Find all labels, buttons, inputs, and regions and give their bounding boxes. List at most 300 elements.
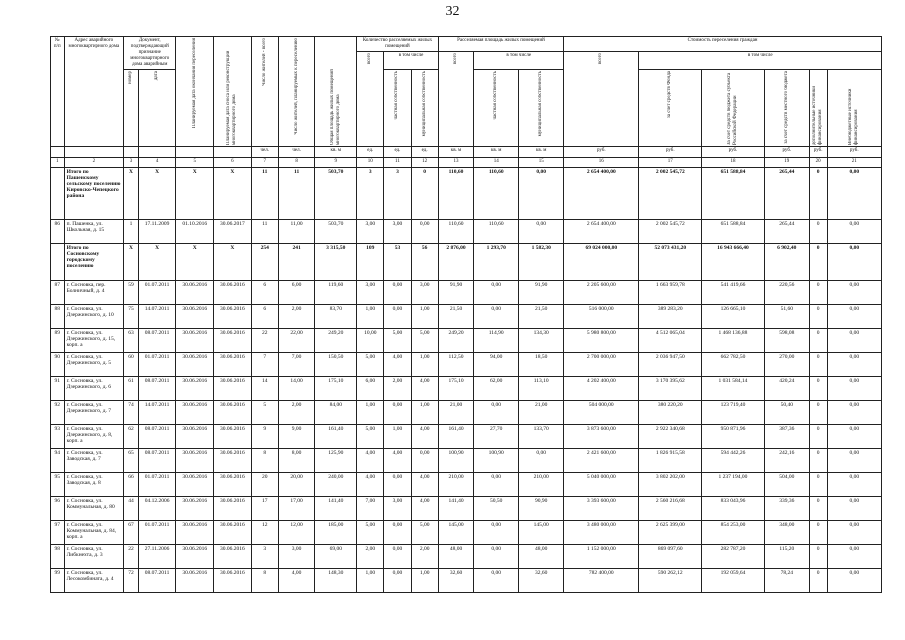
table-cell: 30.06.2016 bbox=[176, 305, 214, 329]
table-cell: 99 bbox=[51, 569, 65, 593]
address-cell: г. Сосновка, ул. Заводская, д. 7 bbox=[64, 449, 124, 473]
table-cell: 380 220,20 bbox=[639, 401, 702, 425]
table-cell: 0,00 bbox=[827, 545, 881, 569]
column-number-cell: 9 bbox=[315, 158, 357, 168]
header-residents-planned: Число жителей, планируемых к переселению bbox=[278, 37, 315, 147]
address-cell: г. Сосновка, ул. Дзержинского, д. 8, корп. а bbox=[64, 425, 124, 449]
table-cell: 2 002 545,72 bbox=[639, 168, 702, 220]
table-cell: 0,00 bbox=[474, 401, 519, 425]
table-cell: 63 bbox=[124, 329, 139, 353]
table-cell: 0,00 bbox=[474, 473, 519, 497]
table-cell: 4,00 bbox=[411, 377, 438, 401]
table-cell: 61 bbox=[124, 377, 139, 401]
table-row bbox=[51, 569, 882, 593]
unit-cell bbox=[51, 147, 65, 158]
table-cell: 387,36 bbox=[764, 425, 809, 449]
table-cell: 01.07.2011 bbox=[138, 281, 176, 305]
table-row bbox=[51, 353, 882, 377]
table-cell: 115,20 bbox=[764, 545, 809, 569]
table-cell: 110,60 bbox=[474, 168, 519, 220]
table-cell: 0 bbox=[809, 473, 827, 497]
units-row bbox=[51, 147, 882, 158]
table-cell: 0,00 bbox=[827, 329, 881, 353]
table-cell: 516 000,00 bbox=[564, 305, 639, 329]
table-cell: 0,00 bbox=[474, 305, 519, 329]
unit-cell: ед. bbox=[384, 147, 411, 158]
table-cell: 6,00 bbox=[278, 281, 315, 305]
table-cell: 598,08 bbox=[764, 329, 809, 353]
table-cell: 30.06.2016 bbox=[214, 353, 252, 377]
table-cell: 8 bbox=[251, 449, 278, 473]
table-cell: 3 315,50 bbox=[315, 244, 357, 281]
table-cell: 3 bbox=[384, 168, 411, 220]
header-doc-date: дата bbox=[138, 70, 176, 147]
table-cell: 51,60 bbox=[764, 305, 809, 329]
header-incl-1: в том числе bbox=[384, 52, 438, 70]
table-cell: 1 663 959,78 bbox=[639, 281, 702, 305]
table-cell: 27.11.2006 bbox=[138, 545, 176, 569]
table-cell: 30.06.2016 bbox=[214, 449, 252, 473]
table-cell: 175,10 bbox=[438, 377, 474, 401]
table-cell: 112,50 bbox=[438, 353, 474, 377]
table-cell: 89 bbox=[51, 329, 65, 353]
table-cell: 4,00 bbox=[357, 449, 384, 473]
table-cell: 0 bbox=[809, 305, 827, 329]
table-cell: 84,00 bbox=[315, 401, 357, 425]
table-cell: 6 bbox=[251, 281, 278, 305]
column-number-cell: 17 bbox=[639, 158, 702, 168]
unit-cell: кв. м bbox=[519, 147, 564, 158]
table-cell: 30.06.2016 bbox=[214, 473, 252, 497]
column-number-cell: 11 bbox=[384, 158, 411, 168]
table-cell: 27,70 bbox=[474, 425, 519, 449]
table-cell: 5 980 800,00 bbox=[564, 329, 639, 353]
table-cell: 0,00 bbox=[827, 305, 881, 329]
table-cell: 01.10.2016 bbox=[176, 220, 214, 244]
table-cell: 69 024 000,00 bbox=[564, 244, 639, 281]
table-cell: 21,50 bbox=[438, 305, 474, 329]
table-cell: 7,00 bbox=[278, 353, 315, 377]
table-cell: 0 bbox=[809, 401, 827, 425]
table-cell: 0 bbox=[809, 569, 827, 593]
table-cell: 1 237 194,00 bbox=[702, 473, 765, 497]
table-cell: 0,00 bbox=[519, 168, 564, 220]
table-cell: 2 560 216,68 bbox=[639, 497, 702, 521]
table-cell: 74 bbox=[124, 401, 139, 425]
header-local: за счет средств местного бюджета bbox=[764, 70, 809, 147]
table-cell: 0,00 bbox=[474, 521, 519, 545]
address-cell: г. Сосновка, ул. Дзержинского, д. 5 bbox=[64, 353, 124, 377]
address-cell: г. Сосновка, ул. Дзержинского, д. 15, корп. а bbox=[64, 329, 124, 353]
header-cost-total: всего bbox=[564, 52, 639, 147]
table-cell: 662 782,50 bbox=[702, 353, 765, 377]
header-fund: за счет средств Фонда bbox=[639, 70, 702, 147]
table-cell: 265,44 bbox=[764, 220, 809, 244]
resettlement-table bbox=[50, 36, 882, 593]
column-number-cell: 5 bbox=[176, 158, 214, 168]
table-cell: 22 bbox=[124, 545, 139, 569]
header-row-1 bbox=[51, 37, 882, 52]
address-cell: г. Сосновка, ул. Лесокомбината, д. 4 bbox=[64, 569, 124, 593]
table-cell: 0,00 bbox=[827, 220, 881, 244]
table-cell: 21,00 bbox=[438, 401, 474, 425]
table-cell: 6 902,40 bbox=[764, 244, 809, 281]
table-cell: 30.06.2016 bbox=[176, 449, 214, 473]
unit-cell: чел. bbox=[278, 147, 315, 158]
header-rooms-area: Расселяемая площадь жилых помещений bbox=[438, 37, 563, 52]
table-cell: 1 bbox=[124, 220, 139, 244]
table-cell: 2 922 340,68 bbox=[639, 425, 702, 449]
table-cell: 0,00 bbox=[827, 377, 881, 401]
table-cell: 2 036 947,50 bbox=[639, 353, 702, 377]
table-cell: 78,24 bbox=[764, 569, 809, 593]
table-cell: 30.06.2016 bbox=[176, 545, 214, 569]
table-cell: 30.06.2016 bbox=[214, 497, 252, 521]
table-cell: 0 bbox=[411, 168, 438, 220]
table-cell: X bbox=[214, 244, 252, 281]
table-cell: 0,00 bbox=[827, 401, 881, 425]
table-cell: 0 bbox=[809, 353, 827, 377]
table-cell: 1 468 136,88 bbox=[702, 329, 765, 353]
header-area-private: частная собственность bbox=[474, 70, 519, 147]
header-rooms-private: частная собственность bbox=[384, 70, 411, 147]
table-cell: 5 040 000,00 bbox=[564, 473, 639, 497]
table-cell: 110,60 bbox=[474, 220, 519, 244]
column-number-cell: 8 bbox=[278, 158, 315, 168]
table-cell: 1 152 000,00 bbox=[564, 545, 639, 569]
unit-cell: чел. bbox=[251, 147, 278, 158]
table-cell: 3,00 bbox=[411, 281, 438, 305]
table-cell: 110,60 bbox=[438, 220, 474, 244]
table-cell: 240,00 bbox=[315, 473, 357, 497]
header-area-total: всего bbox=[438, 52, 474, 147]
table-cell: X bbox=[124, 244, 139, 281]
table-cell: 86 bbox=[51, 220, 65, 244]
table-cell: 651 588,84 bbox=[702, 168, 765, 220]
table-cell: 1,00 bbox=[411, 401, 438, 425]
table-cell: 30.06.2016 bbox=[214, 305, 252, 329]
table-cell: 95 bbox=[51, 473, 65, 497]
unit-cell bbox=[64, 147, 124, 158]
table-cell: 94,00 bbox=[474, 353, 519, 377]
table-cell: 0,00 bbox=[827, 569, 881, 593]
column-number-cell: 20 bbox=[809, 158, 827, 168]
address-cell: Итого по Пашенскому сельскому поселению Кировско-Чепецкого района bbox=[64, 168, 124, 220]
table-cell: 869 097,60 bbox=[639, 545, 702, 569]
table-cell: 1,00 bbox=[357, 305, 384, 329]
table-cell: 133,70 bbox=[519, 425, 564, 449]
table-cell: 30.06.2017 bbox=[214, 220, 252, 244]
table-cell: 0 bbox=[809, 521, 827, 545]
table-cell: 4 202 400,00 bbox=[564, 377, 639, 401]
table-cell: 2 876,00 bbox=[438, 244, 474, 281]
table-cell: 21,00 bbox=[519, 401, 564, 425]
column-number-cell: 14 bbox=[474, 158, 519, 168]
table-cell: 0,00 bbox=[474, 569, 519, 593]
table-cell: 14,00 bbox=[278, 377, 315, 401]
table-cell: 08.07.2011 bbox=[138, 425, 176, 449]
header-regional: За счет средств бюджета субъекта Российской Федерации bbox=[702, 70, 765, 147]
unit-cell bbox=[176, 147, 214, 158]
table-cell: 91,90 bbox=[519, 281, 564, 305]
table-cell: 30.06.2016 bbox=[176, 497, 214, 521]
table-cell: 2,00 bbox=[384, 377, 411, 401]
table-cell: 4,00 bbox=[357, 473, 384, 497]
table-cell: 590 262,12 bbox=[639, 569, 702, 593]
table-cell: 01.07.2011 bbox=[138, 521, 176, 545]
address-cell: г. Сосновка, ул. Либкнехта, д. 3 bbox=[64, 545, 124, 569]
table-cell: 22,00 bbox=[278, 329, 315, 353]
table-cell: 1 826 915,58 bbox=[639, 449, 702, 473]
table-cell: 249,20 bbox=[438, 329, 474, 353]
table-cell: 20,00 bbox=[278, 473, 315, 497]
table-cell: 08.07.2011 bbox=[138, 329, 176, 353]
table-cell: 48,00 bbox=[519, 545, 564, 569]
table-cell: 92 bbox=[51, 401, 65, 425]
unit-cell bbox=[138, 147, 176, 158]
table-cell: 3 bbox=[251, 545, 278, 569]
unit-cell: ед. bbox=[411, 147, 438, 158]
table-cell: 114,90 bbox=[474, 329, 519, 353]
table-row bbox=[51, 401, 882, 425]
address-cell: г. Сосновка, ул. Коммунальная, д. 84, корп. а bbox=[64, 521, 124, 545]
table-cell: 0,00 bbox=[384, 545, 411, 569]
table-cell: 2 654 400,00 bbox=[564, 220, 639, 244]
table-cell: 0,00 bbox=[519, 220, 564, 244]
table-cell: 348,00 bbox=[764, 521, 809, 545]
table-cell: 52 073 431,20 bbox=[639, 244, 702, 281]
unit-cell: кв. м bbox=[438, 147, 474, 158]
table-cell: 100,90 bbox=[438, 449, 474, 473]
unit-cell: кв. м bbox=[315, 147, 357, 158]
table-cell: X bbox=[138, 244, 176, 281]
table-cell: 75 bbox=[124, 305, 139, 329]
unit-cell: руб. bbox=[702, 147, 765, 158]
table-cell: 14 bbox=[251, 377, 278, 401]
table-cell: 3,00 bbox=[357, 281, 384, 305]
column-number-cell: 19 bbox=[764, 158, 809, 168]
table-cell: 0 bbox=[809, 497, 827, 521]
table-cell: 113,10 bbox=[519, 377, 564, 401]
column-number-cell: 10 bbox=[357, 158, 384, 168]
header-rooms-municipal: муниципальная собственность bbox=[411, 70, 438, 147]
table-cell: 10,00 bbox=[357, 329, 384, 353]
column-number-cell: 21 bbox=[827, 158, 881, 168]
table-cell: 17,00 bbox=[278, 497, 315, 521]
table-cell: 0,00 bbox=[384, 305, 411, 329]
table-cell: 97 bbox=[51, 521, 65, 545]
table-cell: 242,16 bbox=[764, 449, 809, 473]
address-cell: п. Пашенка, ул. Школьная, д. 15 bbox=[64, 220, 124, 244]
table-cell: 1,00 bbox=[384, 425, 411, 449]
table-cell: 17.11.2009 bbox=[138, 220, 176, 244]
table-cell: 5,00 bbox=[411, 521, 438, 545]
table-cell: 2 205 600,00 bbox=[564, 281, 639, 305]
table-cell: 0 bbox=[809, 377, 827, 401]
table-cell: 91 bbox=[51, 377, 65, 401]
header-no: № п/п bbox=[51, 37, 65, 147]
table-cell: 90 bbox=[51, 353, 65, 377]
table-cell: 389 283,20 bbox=[639, 305, 702, 329]
column-number-cell: 13 bbox=[438, 158, 474, 168]
table-cell: 5 bbox=[251, 401, 278, 425]
table-cell: 2,00 bbox=[278, 305, 315, 329]
table-cell: 12 bbox=[251, 521, 278, 545]
table-cell: 0 bbox=[809, 329, 827, 353]
table-cell: 32,60 bbox=[438, 569, 474, 593]
table-cell: 17 bbox=[251, 497, 278, 521]
table-cell: 0,00 bbox=[519, 449, 564, 473]
header-incl-2: в том числе bbox=[474, 52, 564, 70]
table-cell: 2 625 399,00 bbox=[639, 521, 702, 545]
table-cell: 2 421 600,00 bbox=[564, 449, 639, 473]
table-cell: 08.07.2011 bbox=[138, 569, 176, 593]
table-cell: 3 bbox=[357, 168, 384, 220]
table-row bbox=[51, 425, 882, 449]
table-cell: 5,00 bbox=[357, 425, 384, 449]
table-cell: 11 bbox=[251, 220, 278, 244]
table-cell: 20 bbox=[251, 473, 278, 497]
table-cell: 1,00 bbox=[357, 401, 384, 425]
header-planned-demolition: Планируемая дата сноса или реконструкции многоквартирного дома bbox=[214, 37, 252, 147]
table-row bbox=[51, 329, 882, 353]
column-number-cell: 16 bbox=[564, 158, 639, 168]
table-cell: 123 719,40 bbox=[702, 401, 765, 425]
table-cell: 270,00 bbox=[764, 353, 809, 377]
table-row bbox=[51, 521, 882, 545]
table-cell: 5,00 bbox=[384, 329, 411, 353]
table-cell: X bbox=[124, 168, 139, 220]
header-residents-total: Число жителей - всего bbox=[251, 37, 278, 147]
table-cell: 18,50 bbox=[519, 353, 564, 377]
table-cell: 4,00 bbox=[384, 449, 411, 473]
table-cell: 4,00 bbox=[411, 473, 438, 497]
table-row bbox=[51, 377, 882, 401]
table-cell: 04.12.2006 bbox=[138, 497, 176, 521]
table-cell: 4 512 065,04 bbox=[639, 329, 702, 353]
header-cost: Стоимость переселения граждан bbox=[564, 37, 882, 52]
table-cell: 0,00 bbox=[411, 449, 438, 473]
header-incl-3: в том числе bbox=[639, 52, 882, 70]
table-cell: 0,00 bbox=[827, 168, 881, 220]
table-cell: 0,00 bbox=[411, 220, 438, 244]
table-cell: 1,00 bbox=[411, 305, 438, 329]
table-cell: 30.06.2016 bbox=[214, 521, 252, 545]
table-cell: 651 588,84 bbox=[702, 220, 765, 244]
table-cell: 01.07.2011 bbox=[138, 353, 176, 377]
table-cell: 1,00 bbox=[411, 353, 438, 377]
table-cell: 2,00 bbox=[357, 545, 384, 569]
table-cell: 782 400,00 bbox=[564, 569, 639, 593]
table-cell: 4,00 bbox=[278, 569, 315, 593]
table-cell: 175,10 bbox=[315, 377, 357, 401]
column-number-cell: 7 bbox=[251, 158, 278, 168]
unit-cell bbox=[214, 147, 252, 158]
table-cell: 30.06.2016 bbox=[214, 569, 252, 593]
table-cell: 2 654 400,00 bbox=[564, 168, 639, 220]
table-cell: 1 031 584,14 bbox=[702, 377, 765, 401]
table-cell: 72 bbox=[124, 569, 139, 593]
table-cell: 210,00 bbox=[519, 473, 564, 497]
table-cell: 30.06.2016 bbox=[176, 569, 214, 593]
table-cell: 30.06.2016 bbox=[176, 401, 214, 425]
header-total-area: Общая площадь жилых помещений многоквартирного дома bbox=[315, 37, 357, 147]
table-cell: 2,00 bbox=[278, 401, 315, 425]
table-cell: 53 bbox=[384, 244, 411, 281]
table-cell: 503,70 bbox=[315, 168, 357, 220]
table-cell: 249,20 bbox=[315, 329, 357, 353]
header-rooms-total: всего bbox=[357, 52, 384, 147]
column-number-cell: 3 bbox=[124, 158, 139, 168]
table-cell: 109 bbox=[357, 244, 384, 281]
unit-cell: руб. bbox=[764, 147, 809, 158]
column-number-cell: 18 bbox=[702, 158, 765, 168]
table-cell: X bbox=[214, 168, 252, 220]
table-cell: 0,00 bbox=[827, 244, 881, 281]
table-cell: 30.06.2016 bbox=[214, 377, 252, 401]
table-cell: 94 bbox=[51, 449, 65, 473]
table-cell: 30.06.2016 bbox=[176, 377, 214, 401]
table-cell: 11 bbox=[278, 168, 315, 220]
table-cell bbox=[51, 168, 65, 220]
table-cell: 0,00 bbox=[827, 353, 881, 377]
table-cell: 30.06.2016 bbox=[214, 425, 252, 449]
table-cell: 0,00 bbox=[827, 425, 881, 449]
table-row bbox=[51, 281, 882, 305]
address-cell: г. Сосновка, ул. Дзержинского, д. 7 bbox=[64, 401, 124, 425]
table-cell: 0 bbox=[809, 168, 827, 220]
table-cell: 30.06.2016 bbox=[176, 425, 214, 449]
table-cell: 1 293,70 bbox=[474, 244, 519, 281]
table-cell: 161,40 bbox=[315, 425, 357, 449]
table-cell: 60 bbox=[124, 353, 139, 377]
table-cell: 32,60 bbox=[519, 569, 564, 593]
table-cell: 22 bbox=[251, 329, 278, 353]
table-cell: 6 bbox=[251, 305, 278, 329]
table-cell: 5,00 bbox=[411, 329, 438, 353]
address-cell: Итого по Сосновскому городскому поселению bbox=[64, 244, 124, 281]
table-cell: 148,30 bbox=[315, 569, 357, 593]
table-cell: 1,00 bbox=[357, 569, 384, 593]
table-cell: 8 bbox=[251, 569, 278, 593]
table-cell: 50,40 bbox=[764, 401, 809, 425]
column-number-cell: 2 bbox=[64, 158, 124, 168]
table-cell: 91,90 bbox=[438, 281, 474, 305]
column-number-cell: 1 bbox=[51, 158, 65, 168]
table-cell: 4,00 bbox=[384, 353, 411, 377]
table-row bbox=[51, 220, 882, 244]
table-cell: 110,60 bbox=[438, 168, 474, 220]
table-cell: 9,00 bbox=[278, 425, 315, 449]
table-cell: 0 bbox=[809, 220, 827, 244]
table-cell: 0 bbox=[809, 281, 827, 305]
table-row bbox=[51, 497, 882, 521]
table-cell: 14.07.2011 bbox=[138, 305, 176, 329]
table-cell: 11,00 bbox=[278, 220, 315, 244]
table-cell: 161,40 bbox=[438, 425, 474, 449]
table-cell: 150,50 bbox=[315, 353, 357, 377]
header-planned-resettlement: Планируемая дата окончания переселения bbox=[176, 37, 214, 147]
table-cell: 30.06.2016 bbox=[214, 401, 252, 425]
table-cell: 0,00 bbox=[474, 281, 519, 305]
table-cell: 145,00 bbox=[438, 521, 474, 545]
table-cell: X bbox=[176, 168, 214, 220]
table-cell: 0 bbox=[809, 244, 827, 281]
table-cell: 1 582,30 bbox=[519, 244, 564, 281]
unit-cell: руб. bbox=[564, 147, 639, 158]
table-cell: 08.07.2011 bbox=[138, 449, 176, 473]
header-additional: дополнительные источники финансирования bbox=[809, 70, 827, 147]
